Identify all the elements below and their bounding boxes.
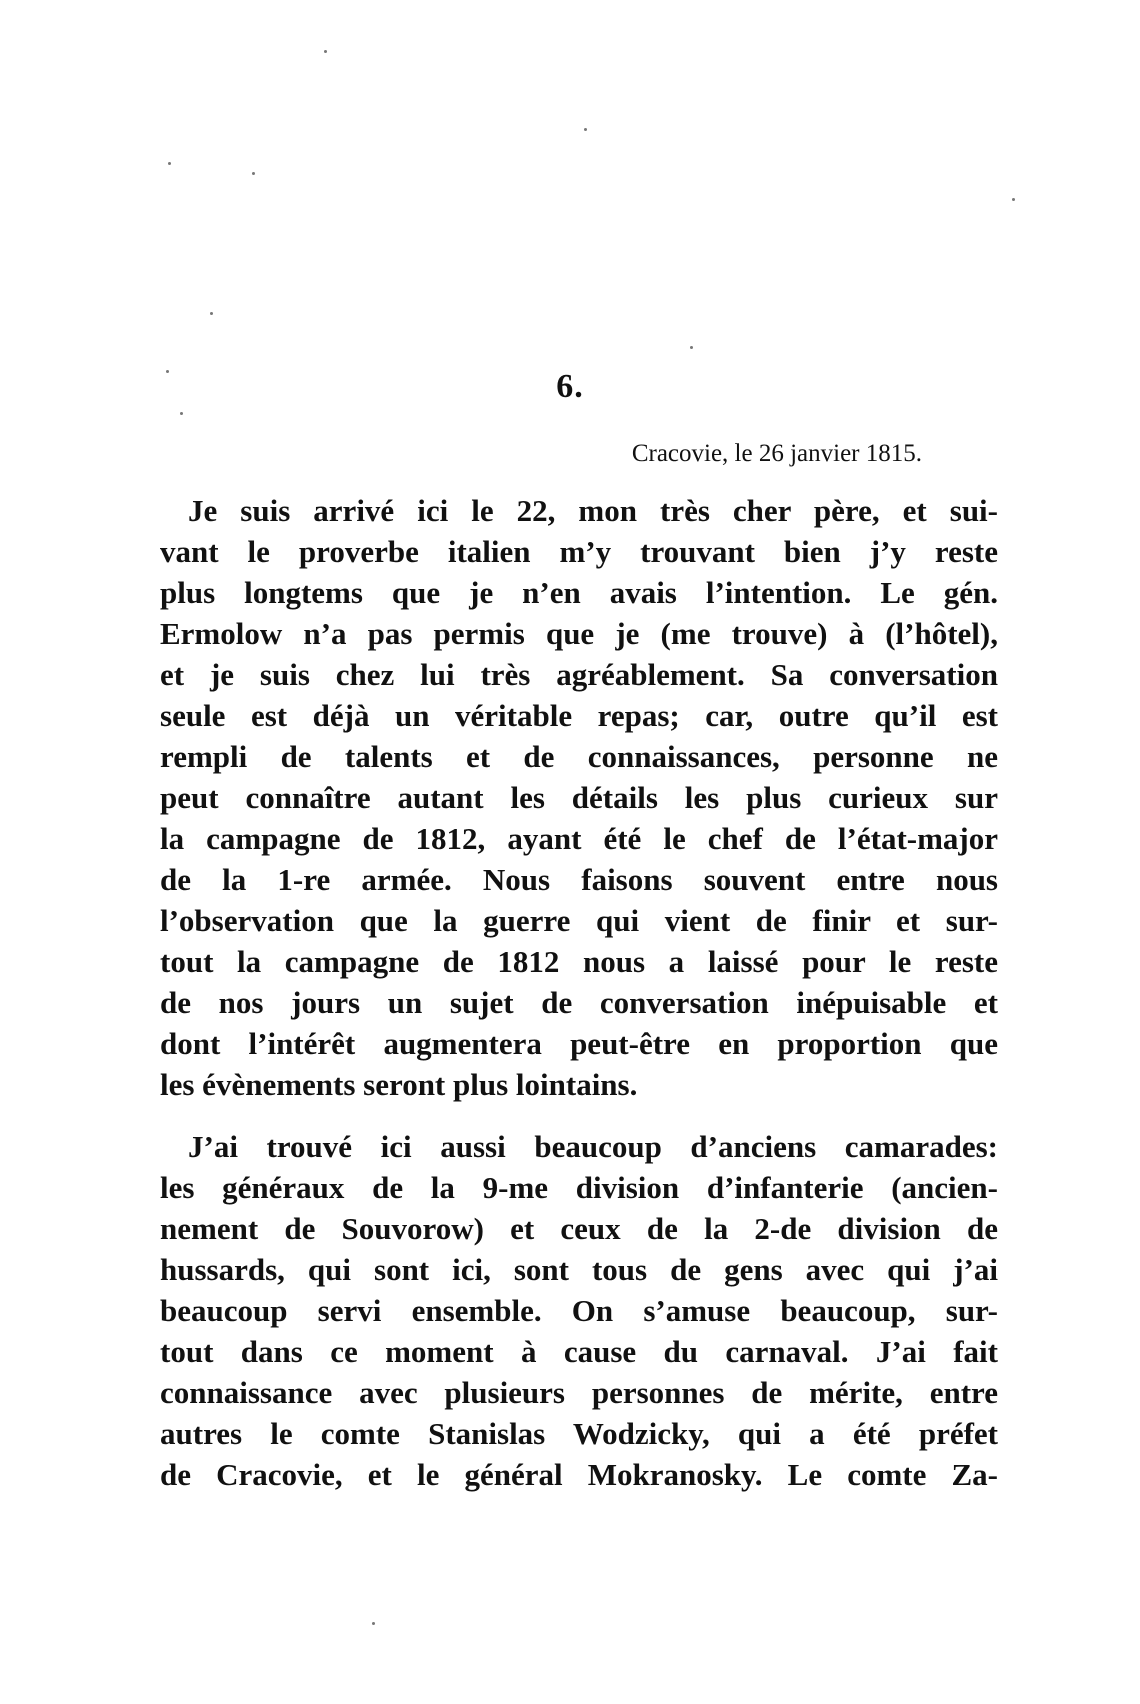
text-line: nement de Souvorow) et ceux de la 2-de division de bbox=[160, 1211, 998, 1246]
text-line: tout la campagne de 1812 nous a laissé pour le reste bbox=[160, 944, 998, 979]
text-line: seule est déjà un véritable repas; car, outre qu’il est bbox=[160, 698, 998, 733]
letter-number: 6. bbox=[556, 368, 584, 405]
scan-speck bbox=[180, 412, 183, 415]
text-line: de nos jours un sujet de conversation inépuisable et bbox=[160, 985, 998, 1020]
text-line: hussards, qui sont ici, sont tous de gens avec qui j’ai bbox=[160, 1252, 998, 1287]
text-line: beaucoup servi ensemble. On s’amuse beaucoup, sur- bbox=[160, 1293, 998, 1328]
text-line: de Cracovie, et le général Mokranosky. Le comte Za- bbox=[160, 1457, 998, 1492]
text-line: autres le comte Stanislas Wodzicky, qui a été préfet bbox=[160, 1416, 998, 1451]
text-line: rempli de talents et de connaissances, personne ne bbox=[160, 739, 998, 774]
scan-speck bbox=[168, 162, 171, 165]
text-line: de la 1-re armée. Nous faisons souvent entre nous bbox=[160, 862, 998, 897]
scan-speck bbox=[324, 50, 327, 53]
scan-speck bbox=[252, 172, 255, 175]
scan-speck bbox=[690, 346, 693, 349]
text-line: dont l’intérêt augmentera peut-être en proportion que bbox=[160, 1026, 998, 1061]
text-line: l’observation que la guerre qui vient de finir et sur- bbox=[160, 903, 998, 938]
text-line: les généraux de la 9-me division d’infanterie (ancien- bbox=[160, 1170, 998, 1205]
text-line: J’ai trouvé ici aussi beaucoup d’anciens camarades: bbox=[188, 1129, 998, 1164]
text-line: Je suis arrivé ici le 22, mon très cher père, et sui- bbox=[188, 493, 998, 528]
paragraph-1 bbox=[160, 490, 998, 1105]
text-line: et je suis chez lui très agréablement. Sa conversation bbox=[160, 657, 998, 692]
paragraph-2 bbox=[160, 1126, 998, 1495]
scan-speck bbox=[210, 312, 213, 315]
text-line: vant le proverbe italien m’y trouvant bien j’y reste bbox=[160, 534, 998, 569]
text-line: Ermolow n’a pas permis que je (me trouve) à (l’hôtel), bbox=[160, 616, 998, 651]
text-line: plus longtems que je n’en avais l’intention. Le gén. bbox=[160, 575, 998, 610]
text-line: la campagne de 1812, ayant été le chef de l’état-major bbox=[160, 821, 998, 856]
text-line: peut connaître autant les détails les plus curieux sur bbox=[160, 780, 998, 815]
scan-speck bbox=[1012, 198, 1015, 201]
scan-speck bbox=[372, 1622, 375, 1625]
letter-dateline: Cracovie, le 26 janvier 1815. bbox=[631, 440, 922, 467]
text-line: les évènements seront plus lointains. bbox=[160, 1067, 638, 1102]
scan-speck bbox=[584, 128, 587, 131]
text-line: tout dans ce moment à cause du carnaval. J’ai fait bbox=[160, 1334, 998, 1369]
text-line: connaissance avec plusieurs personnes de mérite, entre bbox=[160, 1375, 998, 1410]
